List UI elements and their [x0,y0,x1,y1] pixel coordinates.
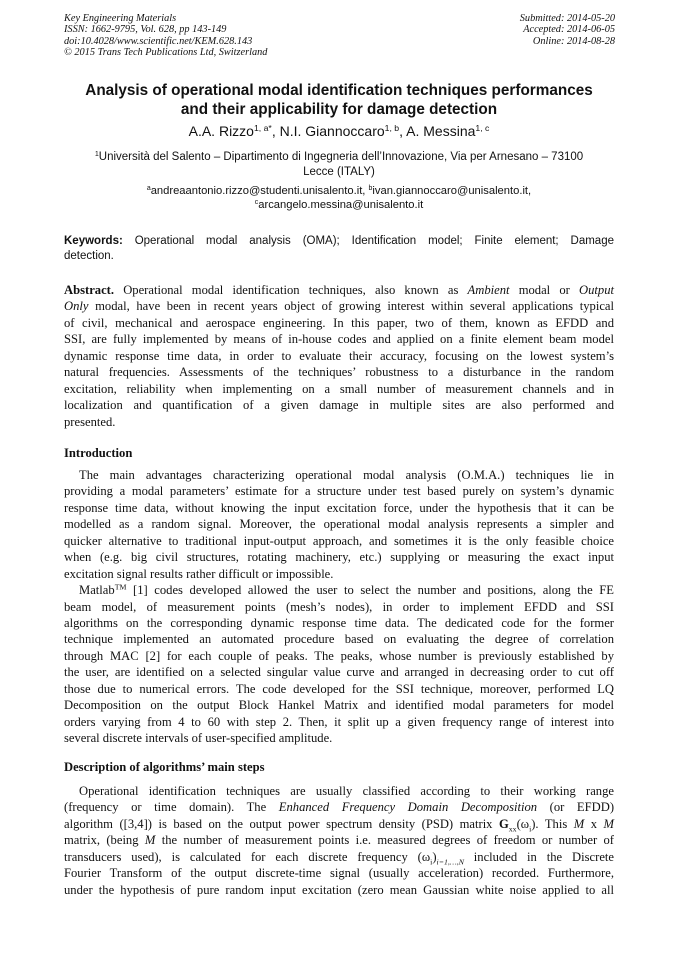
keywords-line-1: Operational modal analysis (OMA); Identification model; Finite element; Damage [122,235,614,247]
abstract-line: SSI, are fully implemented by means of in-house codes and applied on a finite element beam model [64,332,614,347]
title-line-1: Analysis of operational modal identification techniques performances [85,82,593,99]
email-mark-b: b [368,185,373,193]
paragraph-text: [1] codes developed allowed the user to select the number and positions, along the FE [126,583,614,598]
email-mark-a: a [146,185,151,193]
keywords-line-2: detection. [64,250,114,262]
paragraph-text: (ω [516,816,530,831]
paragraph-line: through MAC [2] for each couple of peaks. The peaks, whose number is previously established by [64,648,614,663]
introduction-section [64,467,614,746]
abstract-line: presented. [64,414,116,429]
paragraph-line: several discrete intervals of user-specified amplitude. [64,731,333,745]
paragraph-line: The main advantages characterizing operational modal analysis (O.M.A.) techniques lie in [79,468,614,482]
author-emails [64,184,614,212]
index-range-subscript: i=1,…,N [436,857,464,867]
paragraph-text: transducers used), is calculated for each discrete frequency (ω [64,849,431,864]
abstract-emphasis: Ambient [467,283,510,297]
paragraph-line: excitation signal results rather difficult or impossible. [64,566,334,581]
paragraph-text: ) [432,849,437,864]
abstract-line: dynamic response time data, in order to evaluate their accuracy, focusing on the lowest system’s [64,348,614,363]
psd-matrix-symbol: G [498,816,509,831]
paper-title [40,81,638,119]
matlab-word: Matlab [79,583,115,598]
abstract-text: Operational modal identification techniques, also known as [114,283,468,297]
abstract-line: of civil, mechanical and aerospace engineering. In this paper, two of them, known as EFDD and [64,315,614,330]
algorithms-section [64,783,614,898]
paragraph-line: response time data, without knowing the input excitation force, under the hypothesis that it can be [64,500,614,515]
affiliation-line-1: Università del Salento – Dipartimento di Ingegneria dell’Innovazione, Via per Arnesano – 73100 [98,151,584,163]
paragraph-text: algorithm ([3,4]) is based on the output power spectrum density (PSD) matrix [64,816,499,831]
email-mark-c: c [254,199,259,207]
paragraph-line: beam model, of measurement points (mesh’s nodes), in order to implement EFDD and SSI [64,599,614,614]
introduction-heading: Introduction [64,446,133,460]
paragraph-line: under the hypothesis of pure random input excitation (zero mean Gaussian white noise applied to all [64,882,614,897]
efdd-full-name: Enhanced Frequency Domain Decomposition [278,800,538,815]
affiliation-line-2: Lecce (ITALY) [303,166,375,178]
trademark-mark: TM [114,582,127,592]
omega-subscript: i [430,857,433,867]
paragraph-text: the number of measurement points i.e. measured degrees of freedom or number of [155,833,614,848]
paragraph-line: providing a modal parameters’ estimate for a structure under test based purely on system’s dynamic [64,484,614,499]
title-line-2: and their applicability for damage detection [180,101,498,118]
paragraph-line: algorithms on the corresponding dynamic response time data. The dedicated code for the former [64,615,614,630]
author-list [40,122,638,140]
abstract-line: excitation, reliability when implementing on a small number of measurement channels and in [64,381,614,396]
journal-header-left [64,13,267,58]
math-symbol: M [144,833,156,848]
author-affiliation-mark: 1, c [475,123,490,134]
submitted-date: Submitted: 2014-05-20 [519,13,615,24]
psd-matrix-subscript: xx [508,824,517,834]
paragraph-line: Decomposition on the output Block Hankel Matrix and identified modal parameters for model [64,698,614,713]
author-name: A.A. Rizzo [188,123,254,139]
online-date: Online: 2014-08-28 [532,35,615,47]
abstract-emphasis: Only [64,299,89,314]
doi: doi:10.4028/www.scientific.net/KEM.628.143 [64,35,253,47]
journal-name: Key Engineering Materials [64,13,177,24]
abstract-label: Abstract. [64,283,115,297]
paragraph-text: (or EFDD) [537,800,615,815]
author-name: N.I. Giannoccaro [279,123,385,139]
paragraph-text: ). This [531,816,574,831]
paragraph-text: included in the Discrete [463,849,614,864]
issn-volume: ISSN: 1662-9795, Vol. 628, pp 143-149 [64,24,227,36]
paragraph-line: modelled as a random signal. Moreover, the operational modal analysis represents a simpler and [64,517,614,532]
author-affiliation-mark: 1, b [384,123,400,134]
math-symbol: M [603,816,614,831]
paragraph-text: x [584,816,604,831]
paragraph-text: matrix, (being [64,833,145,848]
abstract-line: localization and quantification of a given damage in multiple sites are also performed and [64,398,614,413]
email-link-c[interactable]: arcangelo.messina@unisalento.it [258,199,424,211]
paragraph-text: (frequency or time domain). The [64,800,279,815]
affiliation-mark: 1 [94,150,99,159]
abstract-text: modal, have been in recent years object of growing interest within several applications typical [88,299,614,314]
author-name: A. Messina [406,123,476,139]
accepted-date: Accepted: 2014-06-05 [523,24,615,36]
paragraph-line: those due to numerical errors. The code developed for the SSI technique, moreover, performed LQ [64,681,614,696]
paragraph-line: Operational identification techniques are usually classified according to their working range [79,784,614,798]
abstract-section [64,282,614,430]
paragraph-line: the user, are identified on a selected singular value curve and arranged in decreasing order to cut off [64,665,614,680]
omega-subscript: i [529,824,532,834]
paragraph-line: Fourier Transform of the output discrete-time signal (usually acceleration) recorded. Furthermore, [64,866,614,881]
affiliation [64,150,614,180]
math-symbol: M [573,816,585,831]
abstract-line: natural frequencies. Assessments of the techniques’ robustness to a disturbance in the random [64,365,614,380]
author-affiliation-mark: 1, a* [253,123,272,134]
paragraph-line: quicker alternative to traditional input-output approach, and sometimes it is the only feasible choice [64,533,614,548]
email-link-a[interactable]: andreaantonio.rizzo@studenti.unisalento.it, [150,185,369,197]
copyright: © 2015 Trans Tech Publications Ltd, Switzerland [64,46,268,58]
abstract-text: modal or [509,283,580,297]
author-separator: , [399,123,407,139]
algorithms-heading: Description of algorithms’ main steps [64,760,265,774]
abstract-emphasis: Output [579,283,614,297]
paragraph-line: technique implemented an automated procedure based on evaluating the degree of correlation [64,632,614,647]
paragraph-line: orders varying from 4 to 60 with step 2. Then, it split up a given frequency range of interest into [64,714,614,729]
email-link-b[interactable]: ivan.giannoccaro@unisalento.it, [372,185,532,197]
journal-header-right [520,13,615,47]
keywords-section [64,234,614,264]
paragraph-line: when (e.g. big civil structures, rotating machinery, etc.) supplying or measuring the exact input [64,550,614,565]
author-separator: , [271,123,280,139]
keywords-label: Keywords: [64,235,123,247]
